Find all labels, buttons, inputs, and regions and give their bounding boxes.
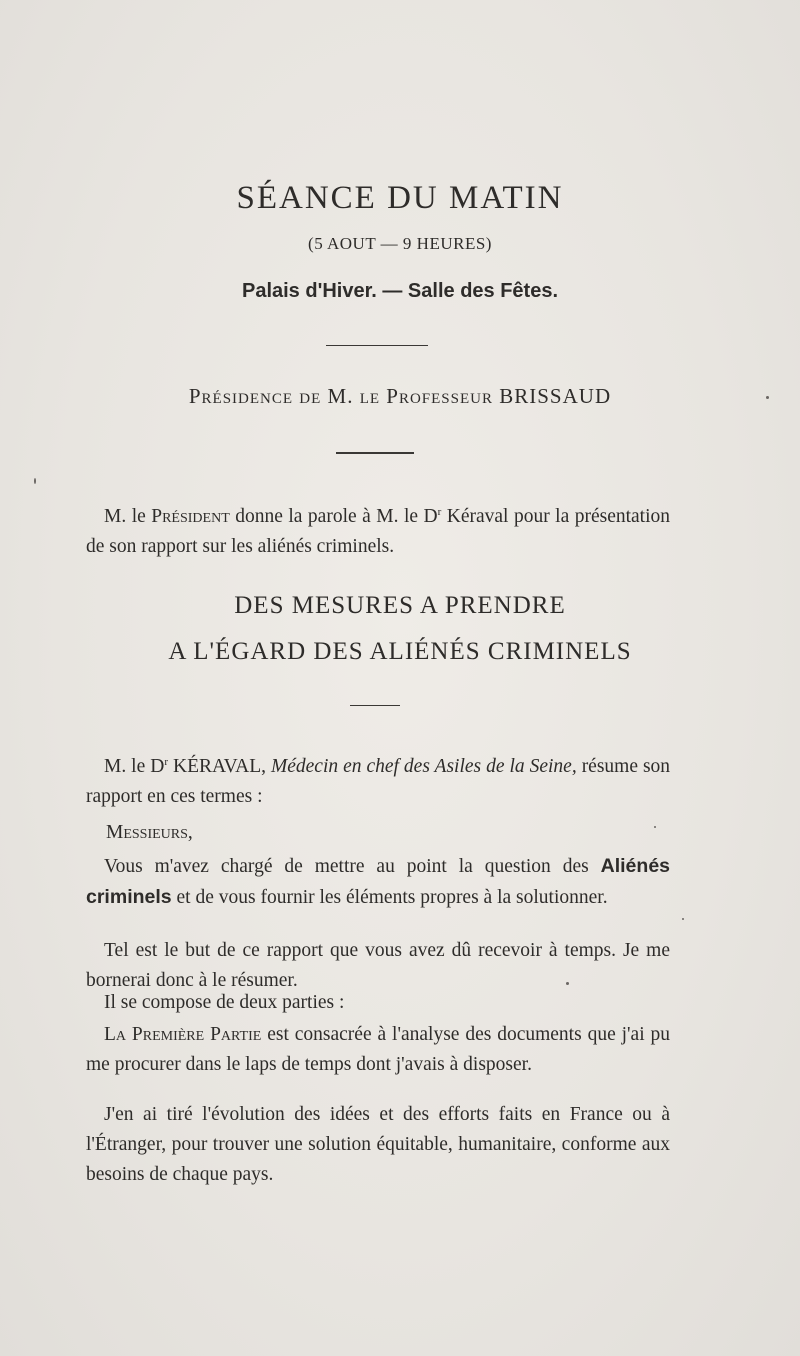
- p4-text: est consacrée à l'analyse des documents que j'ai pu me procurer dans le laps de temps dont j'avais à disposer.: [86, 1024, 671, 1075]
- speaker-paragraph: [86, 752, 670, 812]
- p1-text-a: Vous m'avez chargé de mettre au point la question des: [104, 856, 589, 877]
- intro-paragraph: [86, 502, 670, 562]
- separator-rule: [326, 345, 428, 346]
- p1-text-b: et de vous fournir les éléments propres à la solutionner.: [176, 887, 608, 908]
- session-title: SÉANCE DU MATIN: [236, 180, 564, 216]
- speaker-m-le: M. le: [104, 756, 146, 777]
- heading-line-2: A L'ÉGARD DES ALIÉNÉS CRIMINELS: [168, 638, 632, 665]
- paper-speck: [682, 918, 684, 920]
- speaker-dr: D: [150, 756, 165, 777]
- speaker-dr-sup: r: [164, 756, 169, 768]
- heading-line-1: DES MESURES A PRENDRE: [234, 592, 566, 619]
- speaker-name: KÉRAVAL,: [173, 756, 267, 777]
- separator-rule: [336, 452, 414, 454]
- p1-bold: Aliénés criminels: [86, 855, 671, 908]
- speaker-role: Médecin en chef des Asiles de la Seine,: [271, 756, 577, 777]
- intro-text-1: donne la parole à M. le: [235, 506, 419, 527]
- intro-text-2: Kéraval pour la présentation de son rapport sur les aliénés criminels.: [86, 506, 671, 557]
- paper-speck: [766, 396, 769, 399]
- presidence-line: [0, 384, 800, 409]
- separator-rule: [350, 705, 400, 706]
- paper-speck: [34, 478, 36, 484]
- intro-dr-sup: r: [437, 506, 442, 518]
- session-place: Palais d'Hiver. — Salle des Fêtes.: [241, 280, 559, 302]
- salutation: [106, 818, 690, 848]
- speaker-text: résume son rapport en ces termes :: [86, 756, 671, 807]
- intro-president: Président: [151, 506, 230, 527]
- body-paragraph-4: [86, 1020, 670, 1080]
- body-paragraph-1: [86, 851, 670, 913]
- paper-speck: [566, 982, 569, 985]
- body-paragraph-5: J'en ai tiré l'évolution des idées et des efforts faits en France ou à l'Étranger, pour trouver une solution équitable, humanitaire, conforme aux besoins de chaque pays.: [86, 1104, 670, 1185]
- body-paragraph-3: Il se compose de deux parties :: [104, 992, 345, 1013]
- session-date: (5 AOUT — 9 HEURES): [308, 234, 492, 253]
- paper-speck: [654, 826, 656, 828]
- intro-dr: D: [423, 506, 438, 527]
- salutation-text: Messieurs,: [106, 822, 193, 843]
- intro-m-le: M. le: [104, 506, 146, 527]
- p4-small-caps: La Première Partie: [104, 1024, 262, 1045]
- presidence-prefix: Présidence de M. le Professeur: [188, 384, 493, 408]
- body-paragraph-2: Tel est le but de ce rapport que vous avez dû recevoir à temps. Je me bornerai donc à le résumer.: [86, 940, 670, 991]
- president-name: BRISSAUD: [499, 384, 612, 408]
